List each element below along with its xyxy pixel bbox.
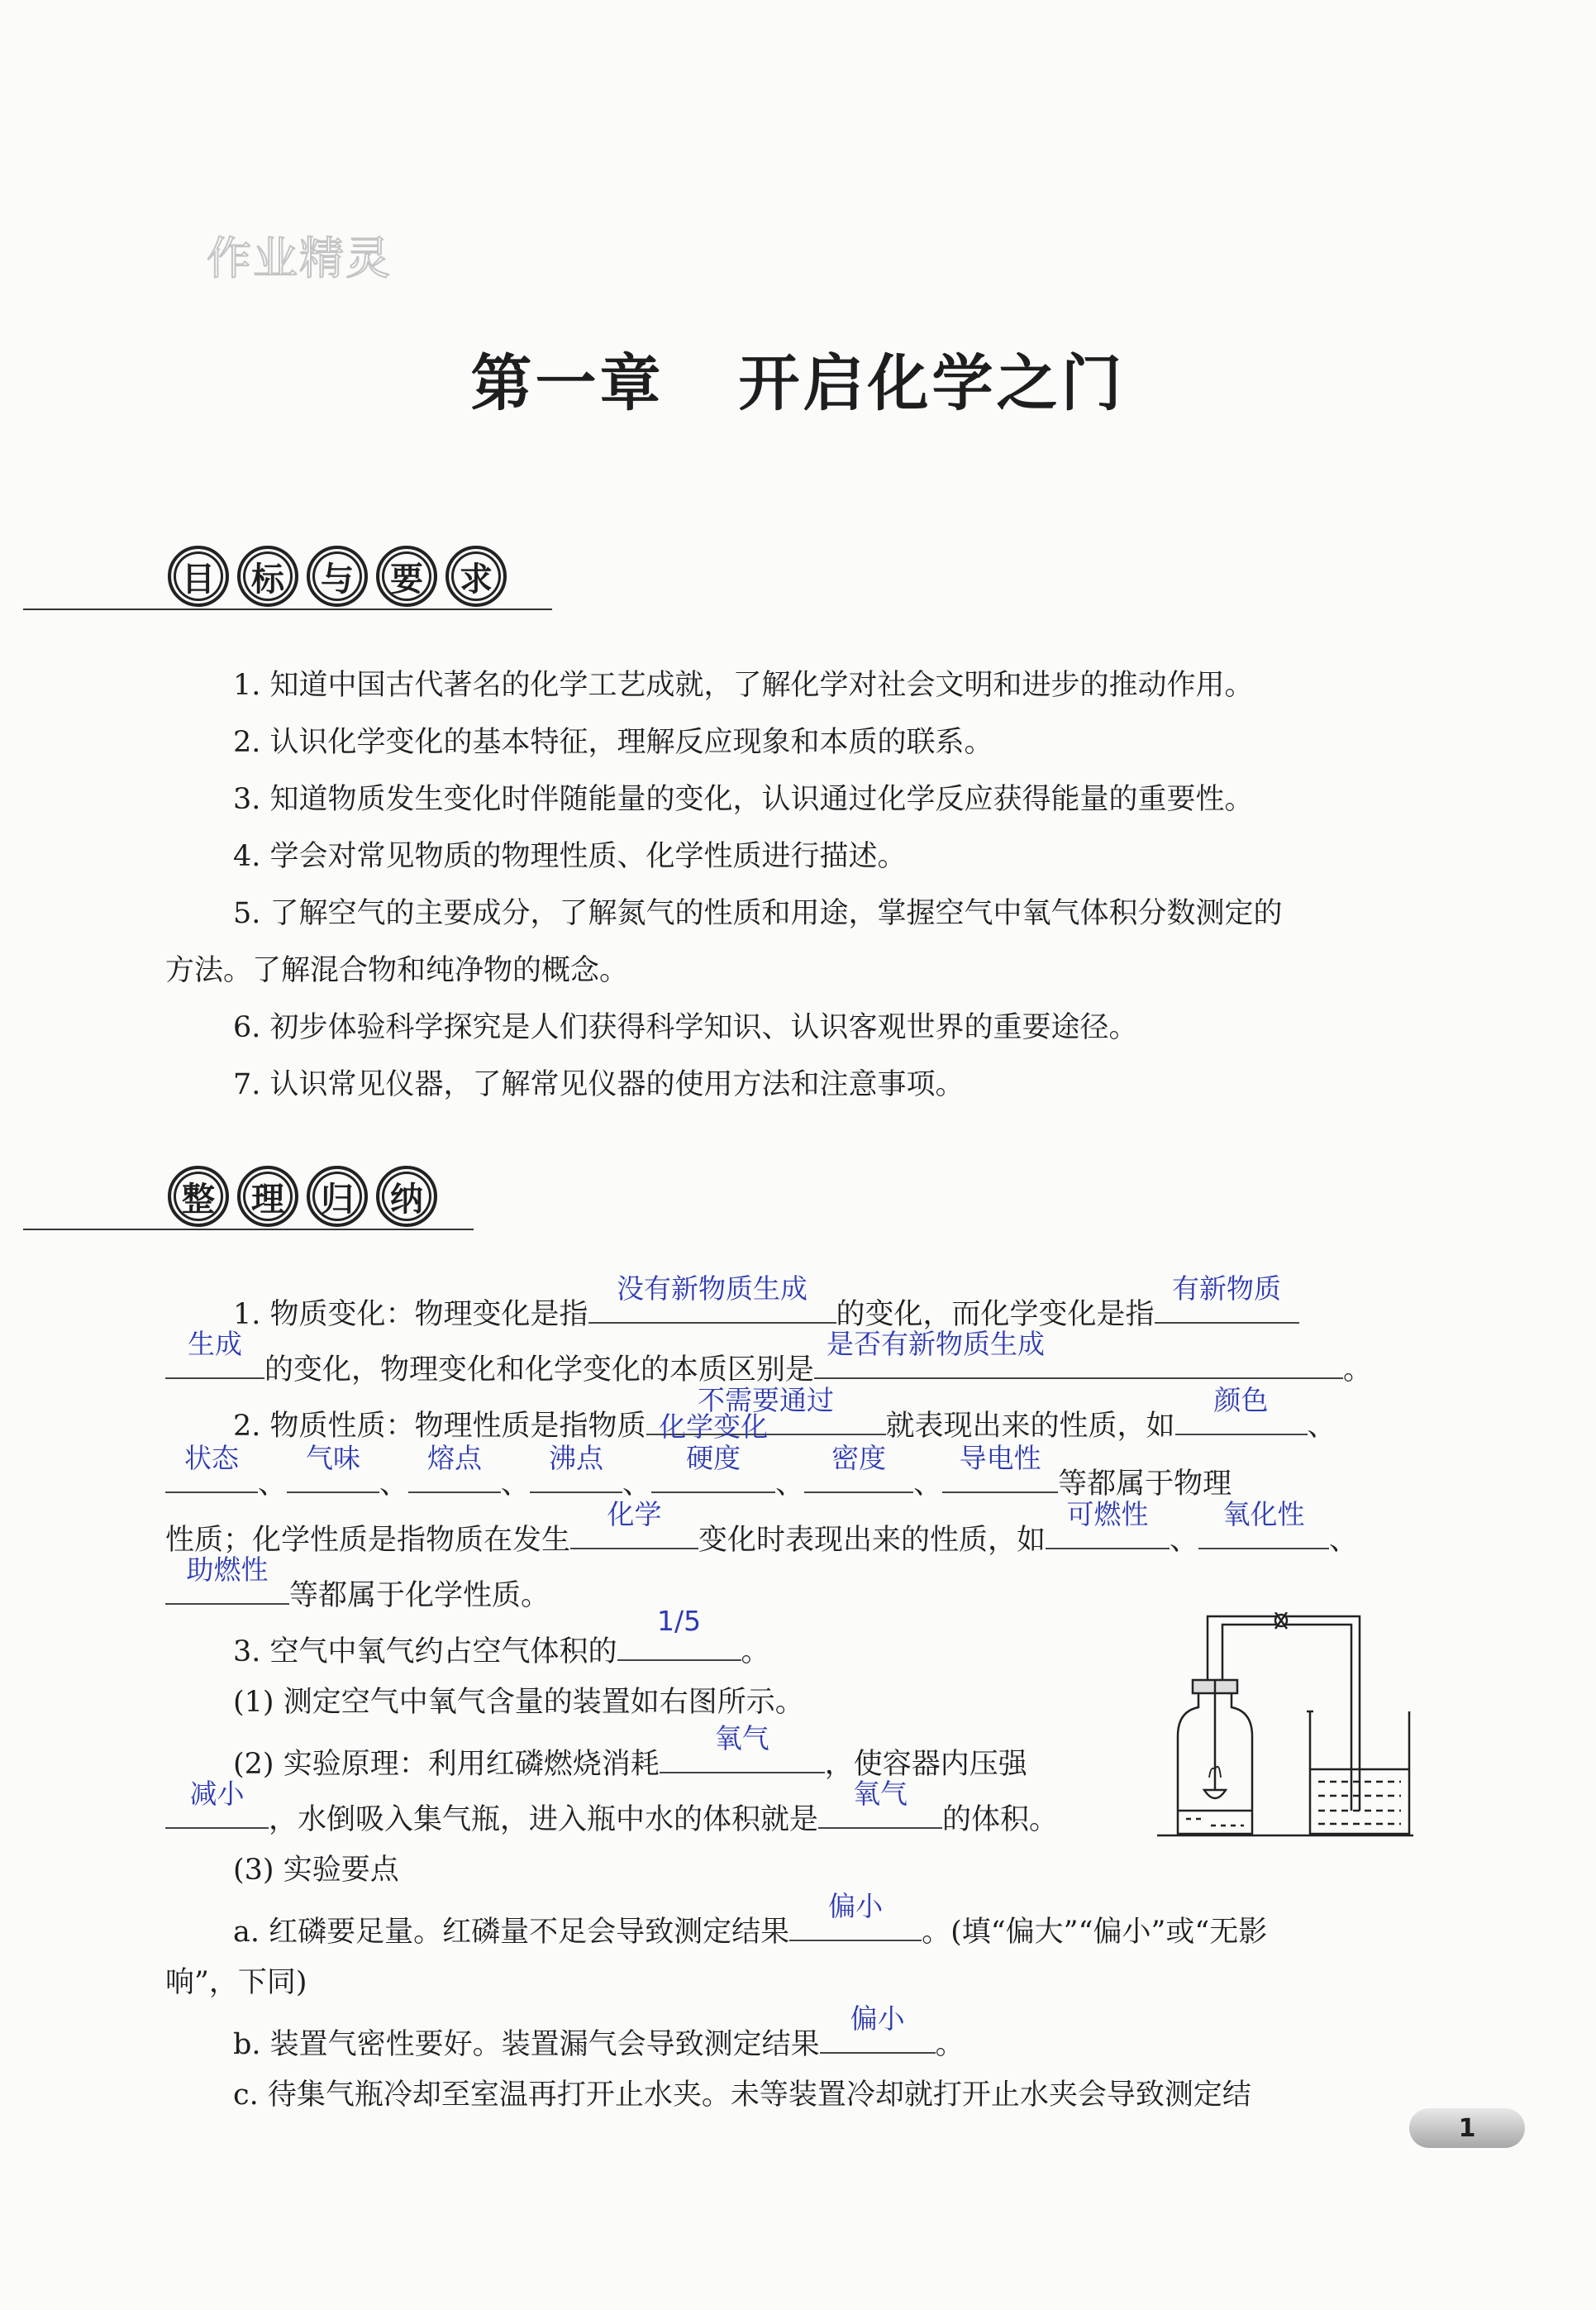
q3-sub1: (1) 测定空气中氧气含量的装置如右图所示。 xyxy=(233,1686,804,1719)
answer-blank[interactable]: 氧化性 xyxy=(1198,1511,1329,1549)
answer-blank[interactable]: 沸点 xyxy=(530,1455,622,1493)
q3-line3: (2) 实验原理：利用红磷燃烧消耗 氧气 ，使容器内压强 xyxy=(233,1722,1027,1781)
page-number: 1 xyxy=(1409,2108,1525,2148)
q3-line1: 3. 空气中氧气约占空气体积的 1/5 。 xyxy=(233,1605,770,1668)
q2-line4: 助燃性 等都属于化学性质。 xyxy=(165,1567,550,1614)
answer-blank[interactable]: 熔点 xyxy=(408,1455,501,1493)
goal-item: 7. 认识常见仪器，了解常见仪器的使用方法和注意事项。 xyxy=(233,1068,965,1101)
answer-blank[interactable]: 偏小 xyxy=(820,2016,936,2054)
goal-item: 1. 知道中国古代著名的化学工艺成就，了解化学对社会文明和进步的推动作用。 xyxy=(233,669,1254,702)
header-char: 理 xyxy=(237,1166,298,1227)
answer-blank[interactable]: 减小 xyxy=(165,1791,269,1829)
header-char: 与 xyxy=(307,546,368,607)
answer-blank[interactable]: 没有新物质生成 xyxy=(588,1286,836,1324)
section-header-goals xyxy=(23,562,552,610)
answer-blank[interactable]: 气味 xyxy=(287,1455,379,1493)
chapter-title: 第一章 开启化学之门 xyxy=(470,348,1126,419)
answer-blank[interactable]: 偏小 xyxy=(789,1903,922,1941)
q3-line6: a. 红磷要足量。红磷量不足会导致测定结果 偏小 。(填“偏大”“偏小”或“无影 xyxy=(233,1890,1268,1949)
answer-blank[interactable]: 不需要通过 xyxy=(646,1397,886,1435)
answer-blank[interactable]: 1/5 xyxy=(617,1623,741,1661)
goal-item: 6. 初步体验科学探究是人们获得科学知识、认识客观世界的重要途径。 xyxy=(233,1011,1138,1044)
goal-item: 方法。了解混合物和纯净物的概念。 xyxy=(165,954,629,987)
goals-list xyxy=(165,657,1430,1114)
answer-blank[interactable]: 颜色 xyxy=(1175,1397,1308,1435)
answer-blank[interactable]: 是否有新物质生成 xyxy=(814,1341,1343,1379)
section-header-summary xyxy=(23,1182,474,1230)
answer-blank[interactable]: 化学 xyxy=(570,1511,698,1549)
answer-blank[interactable]: 可燃性 xyxy=(1046,1511,1170,1549)
q2-line2: 状态 、 气味 、 熔点 、 沸点 、 化学变化 硬度 、 密度 、 导电性 等都属于物理 xyxy=(165,1455,1232,1502)
header-char: 纳 xyxy=(376,1166,437,1227)
goal-item: 2. 认识化学变化的基本特征，理解反应现象和本质的联系。 xyxy=(233,726,993,759)
header-char: 归 xyxy=(307,1166,368,1227)
q3-sub3: (3) 实验要点 xyxy=(233,1854,399,1887)
q3-line7: 响”，下同) xyxy=(165,1966,307,1999)
header-char: 求 xyxy=(445,546,507,607)
goal-item: 3. 知道物质发生变化时伴随能量的变化，认识通过化学反应获得能量的重要性。 xyxy=(233,783,1254,816)
header-char: 整 xyxy=(168,1166,229,1227)
q1-line2: 生成 的变化，物理变化和化学变化的本质区别是 是否有新物质生成 。 xyxy=(165,1341,1372,1388)
answer-blank[interactable]: 状态 xyxy=(165,1455,258,1493)
q3-line4: 减小 ，水倒吸入集气瓶，进入瓶中水的体积就是 氧气 的体积。 xyxy=(165,1791,1058,1838)
watermark: 作业精灵 xyxy=(207,232,392,284)
answer-blank[interactable]: 助燃性 xyxy=(165,1567,289,1605)
answer-blank[interactable]: 氧气 xyxy=(660,1735,825,1773)
header-char: 标 xyxy=(237,546,298,607)
q2-line1: 2. 物质性质：物理性质是指物质 不需要通过 就表现出来的性质，如 颜色 、 xyxy=(233,1384,1336,1443)
answer-blank[interactable]: 氧气 xyxy=(818,1791,942,1829)
answer-blank[interactable]: 密度 xyxy=(804,1455,913,1493)
header-char: 要 xyxy=(376,546,437,607)
answer-blank[interactable]: 导电性 xyxy=(942,1455,1058,1493)
header-char: 目 xyxy=(168,546,229,607)
goal-item: 5. 了解空气的主要成分，了解氮气的性质和用途，掌握空气中氧气体积分数测定的 xyxy=(233,897,1283,930)
answer-blank[interactable]: 生成 xyxy=(165,1341,264,1379)
q3-line9: c. 待集气瓶冷却至室温再打开止水夹。未等装置冷却就打开止水夹会导致测定结 xyxy=(233,2079,1251,2112)
answer-blank[interactable]: 有新物质 xyxy=(1155,1286,1299,1324)
q2-line3: 性质；化学性质是指物质在发生 化学 变化时表现出来的性质，如 可燃性 、 氧化性 、 xyxy=(165,1498,1359,1557)
answer-blank[interactable]: 化学变化 硬度 xyxy=(651,1455,775,1493)
goal-item: 4. 学会对常见物质的物理性质、化学性质进行描述。 xyxy=(233,840,907,873)
q1-line1: 1. 物质变化：物理变化是指 没有新物质生成 的变化，而化学变化是指 有新物质 xyxy=(233,1286,1299,1333)
apparatus-diagram xyxy=(1153,1612,1417,1844)
q3-line8: b. 装置气密性要好。装置漏气会导致测定结果 偏小 。 xyxy=(233,2002,965,2061)
